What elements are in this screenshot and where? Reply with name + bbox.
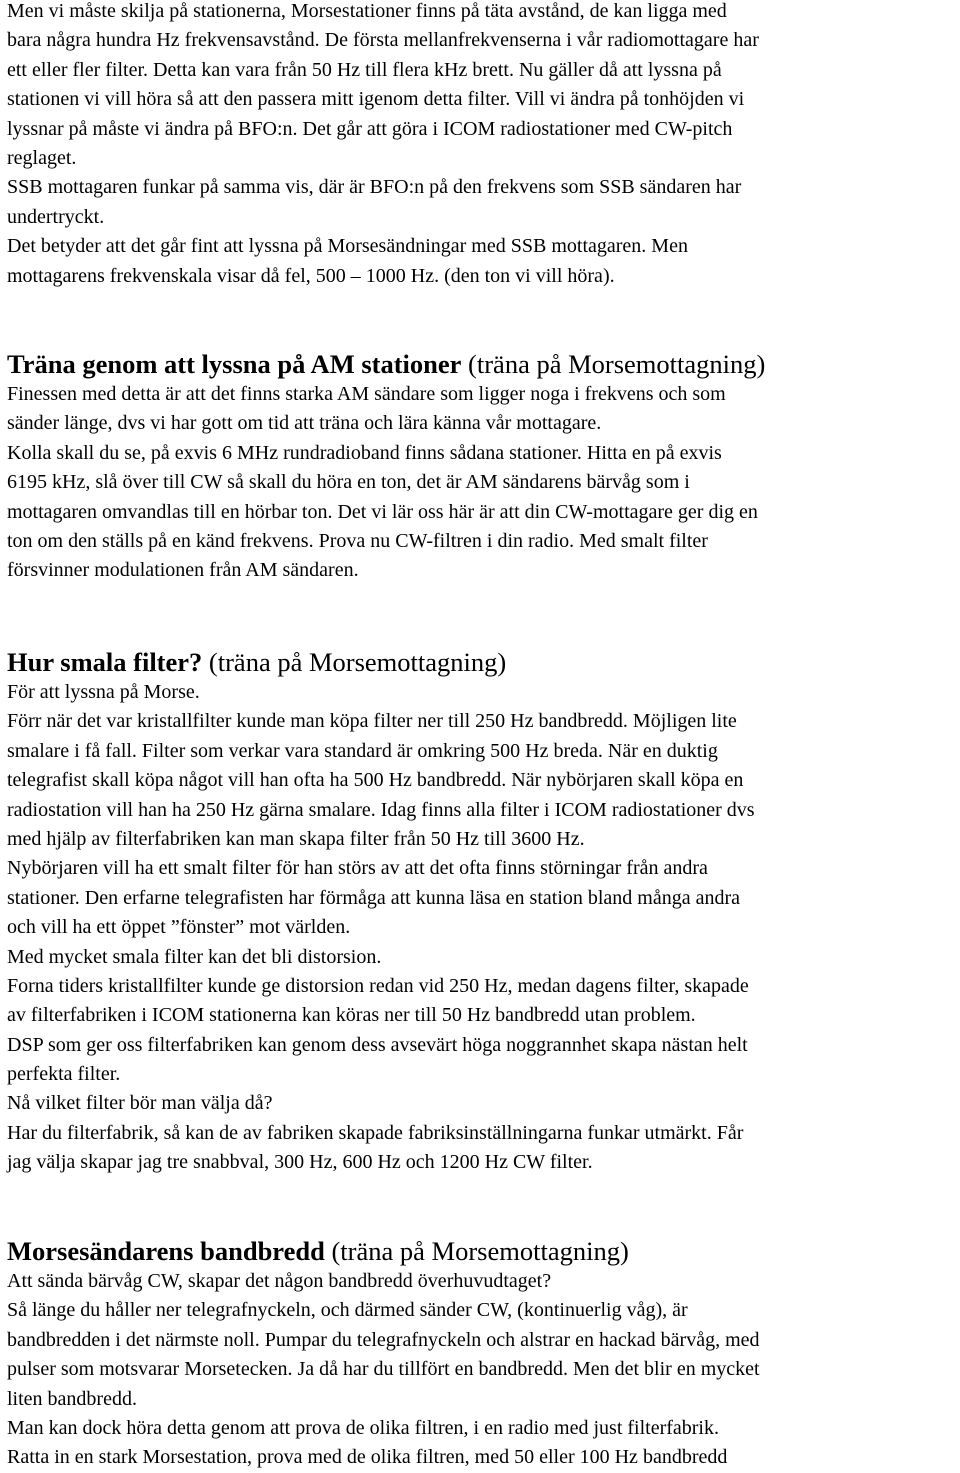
text-line: Det betyder att det går fint att lyssna på Morsesändningar med SSB mottagaren. Men: [7, 235, 688, 258]
text-line: DSP som ger oss filterfabriken kan genom dess avsevärt höga noggrannhet skapa nästan helt: [7, 1033, 748, 1056]
section-heading-bold: Morsesändarens bandbredd: [7, 1236, 325, 1266]
text-line: Så länge du håller ner telegrafnyckeln, och därmed sänder CW, (kontinuerlig våg), är: [7, 1299, 688, 1322]
text-line: sänder länge, dvs vi har gott om tid att träna och lära känna vår mottagare.: [7, 412, 602, 435]
section-heading: [7, 348, 765, 380]
text-line: stationen vi vill höra så att den passera mitt igenom detta filter. Vill vi ändra på tonhöjden vi: [7, 88, 745, 111]
section-am-stations: [7, 348, 765, 586]
text-line: Med mycket smala filter kan det bli distorsion.: [7, 945, 382, 968]
intro-paragraphs: [7, 0, 759, 291]
text-line: Men vi måste skilja på stationerna, Morsestationer finns på täta avstånd, de kan ligga med: [7, 0, 727, 22]
section-heading-subtitle: (träna på Morsemottagning): [202, 647, 507, 677]
text-line: SSB mottagaren funkar på samma vis, där är BFO:n på den frekvens som SSB sändaren har: [7, 176, 742, 199]
text-line: ton om den ställs på en känd frekvens. Prova nu CW-filtren i din radio. Med smalt filter: [7, 529, 708, 552]
text-line: Har du filterfabrik, så kan de av fabriken skapade fabriksinställningarna funkar utmärkt. Får: [7, 1121, 744, 1144]
text-line: bara några hundra Hz frekvensavstånd. De första mellanfrekvenserna i vår radiomottagare har: [7, 29, 759, 52]
text-line: Att sända bärvåg CW, skapar det någon bandbredd överhuvudtaget?: [7, 1270, 552, 1292]
text-line: För att lyssna på Morse.: [7, 681, 200, 703]
text-line: telegrafist skall köpa något vill han ofta ha 500 Hz bandbredd. När nybörjaren skall köpa en: [7, 769, 744, 792]
text-line: Ratta in en stark Morsestation, prova med de olika filtren, med 50 eller 100 Hz bandbredd: [7, 1446, 728, 1469]
text-line: Forna tiders kristallfilter kunde ge distorsion redan vid 250 Hz, medan dagens filter, skapade: [7, 974, 749, 997]
text-line: smalare i få fall. Filter som verkar vara standard är omkring 500 Hz breda. När en duktig: [7, 739, 718, 762]
text-line: Man kan dock höra detta genom att prova de olika filtren, i en radio med just filterfabrik.: [7, 1416, 719, 1439]
text-line: Förr när det var kristallfilter kunde man köpa filter ner till 250 Hz bandbredd. Möjligen lite: [7, 710, 737, 733]
section-filter-width: [7, 646, 755, 1178]
text-line: reglaget.: [7, 146, 77, 169]
section-heading-subtitle: (träna på Morsemottagning): [324, 1236, 629, 1266]
section-heading: [7, 1235, 760, 1267]
text-line: mottagaren omvandlas till en hörbar ton. Det vi lär oss här är att din CW-mottagare ger dig en: [7, 500, 758, 523]
text-line: liten bandbredd.: [7, 1387, 137, 1410]
text-line: lyssnar på måste vi ändra på BFO:n. Det går att göra i ICOM radiostationer med CW-pitch: [7, 117, 733, 140]
text-line: Nybörjaren vill ha ett smalt filter för han störs av att det ofta finns störningar från andra: [7, 857, 708, 880]
section-heading-bold: Träna genom att lyssna på AM stationer: [7, 349, 462, 379]
text-line: Nå vilket filter bör man välja då?: [7, 1092, 273, 1115]
text-line: perfekta filter.: [7, 1063, 121, 1086]
text-line: jag välja skapar jag tre snabbval, 300 Hz, 600 Hz och 1200 Hz CW filter.: [7, 1151, 593, 1174]
text-line: och vill ha ett öppet ”fönster” mot världen.: [7, 916, 351, 939]
text-line: Finessen med detta är att det finns starka AM sändare som ligger noga i frekvens och som: [7, 383, 726, 405]
section-transmitter-bandwidth: [7, 1235, 760, 1473]
section-heading-subtitle: (träna på Morsemottagning): [461, 349, 766, 379]
text-line: med hjälp av filterfabriken kan man skapa filter från 50 Hz till 3600 Hz.: [7, 827, 585, 850]
text-line: stationer. Den erfarne telegrafisten har förmåga att kunna läsa en station bland många andra: [7, 886, 741, 909]
text-line: Kolla skall du se, på exvis 6 MHz rundradioband finns sådana stationer. Hitta en på exvis: [7, 441, 722, 464]
section-heading-bold: Hur smala filter?: [7, 647, 203, 677]
text-line: av filterfabriken i ICOM stationerna kan köras ner till 50 Hz bandbredd utan problem.: [7, 1004, 696, 1027]
text-line: radiostation vill han ha 250 Hz gärna smalare. Idag finns alla filter i ICOM radiostationer dvs: [7, 798, 755, 821]
text-line: bandbredden i det närmste noll. Pumpar du telegrafnyckeln och alstrar en hackad bärvåg, med: [7, 1328, 760, 1351]
text-line: pulser som motsvarar Morsetecken. Ja då har du tillfört en bandbredd. Men det blir en mycket: [7, 1358, 760, 1381]
text-line: 6195 kHz, slå över till CW så skall du höra en ton, det är AM sändarens bärvåg som i: [7, 471, 690, 494]
section-heading: [7, 646, 755, 678]
text-line: undertryckt.: [7, 205, 105, 228]
text-line: mottagarens frekvenskala visar då fel, 500 – 1000 Hz. (den ton vi vill höra).: [7, 264, 615, 287]
text-line: ett eller fler filter. Detta kan vara från 50 Hz till flera kHz brett. Nu gäller då att lyssna på: [7, 58, 722, 81]
text-line: försvinner modulationen från AM sändaren.: [7, 559, 359, 582]
